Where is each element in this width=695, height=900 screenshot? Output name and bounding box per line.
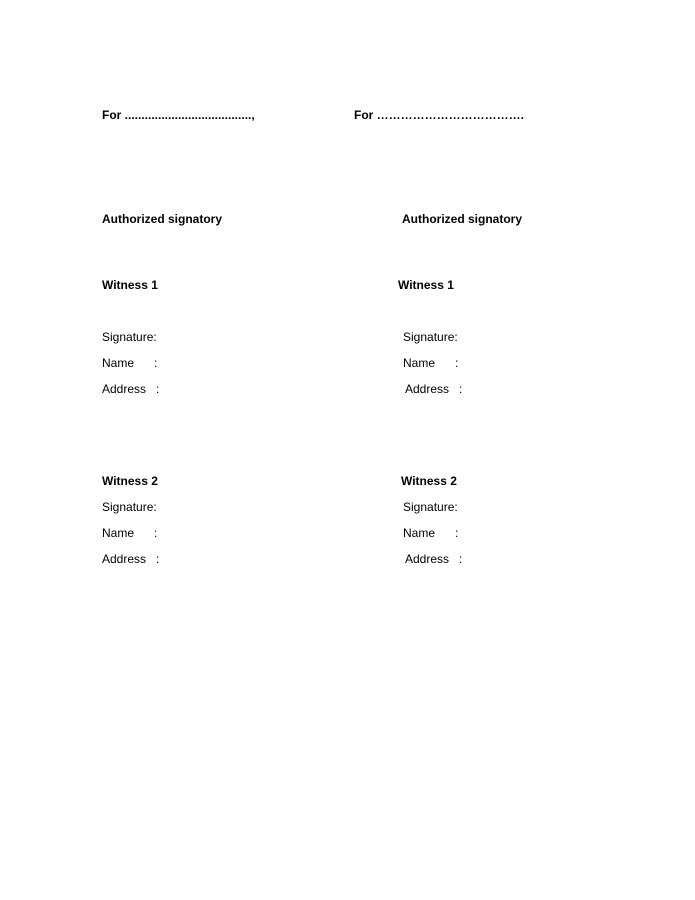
left-for-line: For ......................................, bbox=[102, 108, 255, 122]
right-for-line: For ………………………………. bbox=[354, 108, 524, 122]
left-witness1-address-label: Address : bbox=[102, 382, 160, 396]
right-witness1-signature-label: Signature: bbox=[403, 330, 458, 344]
left-witness2-name-label: Name : bbox=[102, 526, 158, 540]
left-witness1-name-label: Name : bbox=[102, 356, 158, 370]
right-witness2-address-label: Address : bbox=[405, 552, 463, 566]
left-witness1-signature-label: Signature: bbox=[102, 330, 157, 344]
right-witness2-heading: Witness 2 bbox=[401, 474, 457, 488]
right-witness2-name-label: Name : bbox=[403, 526, 459, 540]
right-witness1-name-label: Name : bbox=[403, 356, 459, 370]
right-witness1-heading: Witness 1 bbox=[398, 278, 454, 292]
left-witness2-heading: Witness 2 bbox=[102, 474, 158, 488]
left-authorized-signatory: Authorized signatory bbox=[102, 212, 223, 226]
right-authorized-signatory: Authorized signatory bbox=[402, 212, 523, 226]
left-witness2-signature-label: Signature: bbox=[102, 500, 157, 514]
left-witness1-heading: Witness 1 bbox=[102, 278, 158, 292]
left-witness2-address-label: Address : bbox=[102, 552, 160, 566]
right-witness1-address-label: Address : bbox=[405, 382, 463, 396]
right-witness2-signature-label: Signature: bbox=[403, 500, 458, 514]
